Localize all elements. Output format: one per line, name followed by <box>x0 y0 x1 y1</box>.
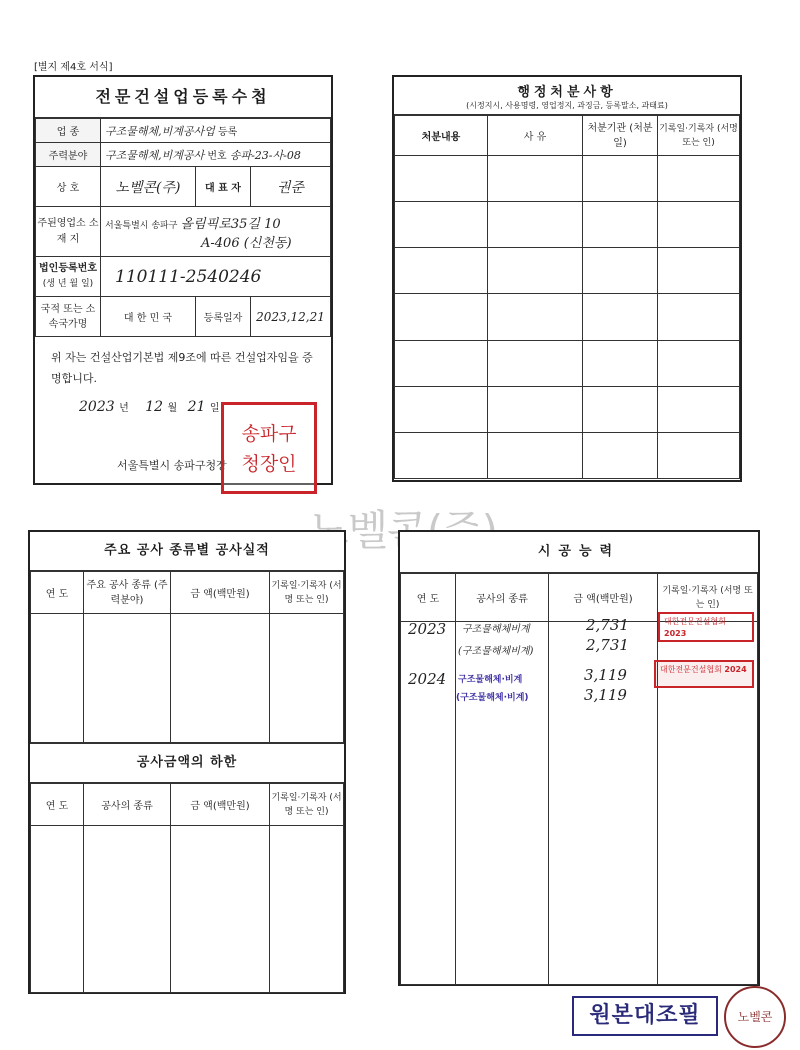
association-stamp-2-date: 2024 <box>724 665 747 674</box>
admin-actions-title: 행정처분사항 <box>517 85 617 100</box>
corp-no-value: 110111-2540246 <box>101 257 331 297</box>
association-stamp-2 <box>654 660 754 688</box>
capacity-header-type: 공사의 종류 <box>456 574 549 622</box>
address-cell <box>101 207 331 257</box>
certificate-box <box>33 75 333 485</box>
company-value: 노벨콘(주) <box>101 167 196 207</box>
main-field-value: 구조물해체,비계공사 <box>105 148 205 162</box>
capacity-amount-2b: 3,119 <box>584 686 627 704</box>
association-stamp-1-date: 2023 <box>664 629 687 638</box>
table-row <box>395 156 740 202</box>
business-type-value: 구조물해체,비계공사업 <box>105 124 215 138</box>
corp-no-sub: (생 년 월 일) <box>42 279 94 289</box>
limit-title: 공사금액의 하한 <box>30 743 344 783</box>
capacity-amount-1: 2,731 <box>586 616 629 634</box>
reg-no-value: 송파-23-사-08 <box>229 148 301 162</box>
reg-date-label: 등록일자 <box>196 297 251 337</box>
capacity-header-amount: 금 액(백만원) <box>549 574 658 622</box>
limit-table <box>30 783 344 993</box>
admin-actions-subtitle: (시정지시, 사용명령, 영업정지, 과징금, 등록말소, 과태료) <box>394 100 740 115</box>
rep-label: 대 표 자 <box>196 167 251 207</box>
admin-header-agency: 처분기관 (처분일) <box>583 116 658 156</box>
admin-actions-box <box>392 75 742 482</box>
issue-year-unit: 년 <box>119 403 129 414</box>
address-line2: A-406 (신천동) <box>201 235 292 251</box>
corp-no-label-cell <box>36 257 101 297</box>
capacity-header-record: 기록일·기록자 (서명 또는 인) <box>658 574 758 622</box>
business-type-cell <box>101 119 331 143</box>
nationality-label: 국적 또는 소속국가명 <box>36 297 101 337</box>
reg-date-value: 2023,12,21 <box>251 297 331 337</box>
admin-header-record: 기록일·기록자 (서명 또는 인) <box>658 116 740 156</box>
major-works-title: 주요 공사 종류별 공사실적 <box>30 532 344 571</box>
issue-month-unit: 월 <box>167 403 178 414</box>
table-row <box>395 386 740 432</box>
capacity-type-2b: (구조물해체·비계) <box>456 693 529 703</box>
limit-header-amount: 금 액(백만원) <box>171 784 270 826</box>
form-label: [별지 제4호 서식] <box>34 62 113 73</box>
company-label: 상 호 <box>36 167 101 207</box>
association-stamp-1 <box>658 612 754 642</box>
table-row <box>395 294 740 340</box>
original-copy-stamp <box>572 996 718 1036</box>
works-header-record: 기록일·기록자 (서명 또는 인) <box>270 572 344 614</box>
admin-actions-table <box>394 115 740 479</box>
reg-no-label: 번호 <box>207 150 227 162</box>
limit-header-type: 공사의 종류 <box>84 784 171 826</box>
capacity-header-year: 연 도 <box>401 574 456 622</box>
limit-header-year: 연 도 <box>31 784 84 826</box>
rep-value: 권준 <box>251 167 331 207</box>
capacity-amount-1b: 2,731 <box>586 636 629 654</box>
table-row <box>395 202 740 248</box>
issue-day: 21 <box>187 399 206 415</box>
business-type-label: 업 종 <box>36 119 101 143</box>
table-row <box>395 340 740 386</box>
capacity-type-1b: (구조물해체비계) <box>458 646 534 657</box>
works-header-type: 주요 공사 종류 (주력분야) <box>84 572 171 614</box>
statement: 위 자는 건설산업기본법 제9조에 따른 건설업자임을 증명합니다. <box>51 351 313 385</box>
issue-month: 12 <box>145 399 164 415</box>
limit-header-record: 기록일·기록자 (서명 또는 인) <box>270 784 344 826</box>
admin-header-reason: 사 유 <box>488 116 583 156</box>
address-label: 주된영업소 소 재 지 <box>36 207 101 257</box>
table-row <box>395 432 740 478</box>
reg-label: 등록 <box>217 126 238 138</box>
capacity-type-1: 구조물해체비계 <box>462 624 530 635</box>
nationality-value: 대 한 민 국 <box>101 297 196 337</box>
major-works-box <box>28 530 346 994</box>
issue-date <box>79 399 220 415</box>
capacity-title: 시공능력 <box>400 532 758 573</box>
main-field-label: 주력분야 <box>36 143 101 167</box>
original-copy-stamp-text: 원본대조필 <box>589 1003 701 1028</box>
company-round-seal <box>724 986 786 1048</box>
major-works-table <box>30 571 344 743</box>
association-stamp-1-text: 대한전문건설협회 <box>664 617 726 626</box>
issue-day-unit: 일 <box>209 403 220 414</box>
capacity-year-2023: 2023 <box>408 620 447 638</box>
works-header-amount: 금 액(백만원) <box>171 572 270 614</box>
works-header-year: 연 도 <box>31 572 84 614</box>
certificate-title: 전문건설업등록수첩 <box>35 77 331 118</box>
address-city: 서울특별시 송파구 <box>105 220 178 231</box>
issue-year: 2023 <box>79 399 115 415</box>
corp-no-label: 법인등록번호 <box>39 263 97 274</box>
association-stamp-2-text: 대한전문건설협회 <box>660 665 722 674</box>
table-row <box>31 614 344 743</box>
table-row <box>395 248 740 294</box>
capacity-type-2: 구조물해체·비계 <box>458 675 523 685</box>
capacity-amount-2: 3,119 <box>584 666 627 684</box>
address-line1: 올림픽로35길 10 <box>180 216 281 232</box>
table-row <box>31 826 344 993</box>
capacity-box <box>398 530 760 986</box>
capacity-year-2024: 2024 <box>408 670 447 688</box>
certificate-table <box>35 118 331 337</box>
company-round-seal-text: 노벨콘 <box>737 1010 773 1024</box>
admin-header-content: 처분내용 <box>395 116 488 156</box>
issuer-seal <box>221 402 317 494</box>
main-field-cell <box>101 143 331 167</box>
issuer: 서울특별시 송파구청장 <box>117 459 227 472</box>
issuer-seal-text: 송파구청장인 <box>241 423 297 475</box>
